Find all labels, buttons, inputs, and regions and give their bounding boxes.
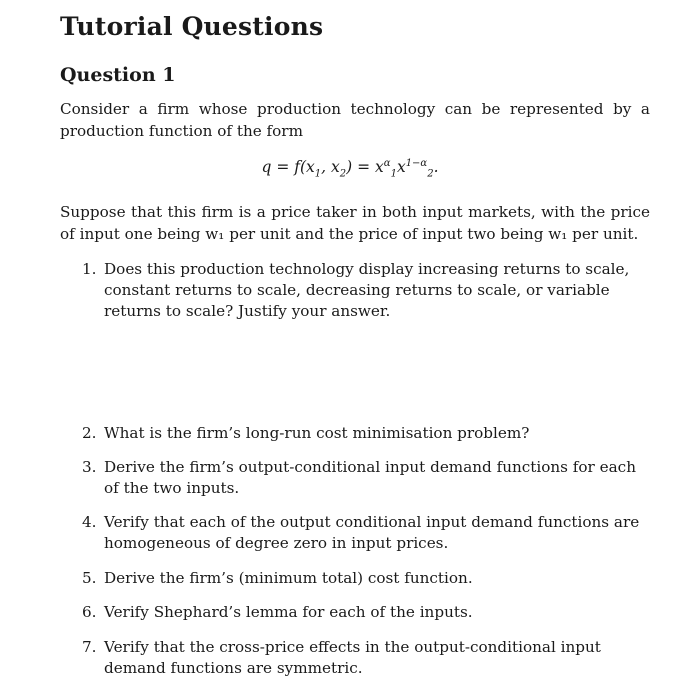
item-text: Verify that the cross-price effects in the output-conditional input demand functions are symmetric.	[104, 638, 601, 677]
item-number: 2.	[82, 424, 97, 442]
item-text: Derive the firm’s output-conditional input demand functions for each of the two inputs.	[104, 458, 636, 497]
item-text: Derive the firm’s (minimum total) cost function.	[104, 569, 473, 587]
production-function-formula: $q = f(x_1$, $x_2) = x^\alpha_1x^{1-\alpha}_2$.	[261, 158, 439, 180]
item-number: 4.	[82, 513, 97, 531]
item-text: Verify that each of the output conditional input demand functions are homogeneous of degree zero in input prices.	[104, 513, 640, 552]
item-number: 1.	[82, 260, 97, 278]
item-number: 3.	[82, 458, 97, 476]
question-heading: Question 1	[60, 64, 176, 86]
item-number: 6.	[82, 603, 97, 621]
item-text: Does this production technology display increasing returns to scale, constant returns to scale, decreasing returns to scale, or variable returns to scale? Justify your answer.	[104, 260, 630, 320]
intro-paragraph: Consider a firm whose production technology can be represented by a production function of the form	[60, 100, 650, 140]
item-number: 7.	[82, 638, 97, 656]
page-title: Tutorial Questions	[60, 12, 324, 41]
item-text: What is the firm’s long-run cost minimisation problem?	[104, 424, 530, 442]
assumption-paragraph: Suppose that this firm is a price taker in both input markets, with the price of input one being w₁ per unit and the price of input two being w₁ per unit.	[60, 203, 650, 243]
item-number: 5.	[82, 569, 97, 587]
item-text: Verify Shephard’s lemma for each of the inputs.	[104, 603, 473, 621]
